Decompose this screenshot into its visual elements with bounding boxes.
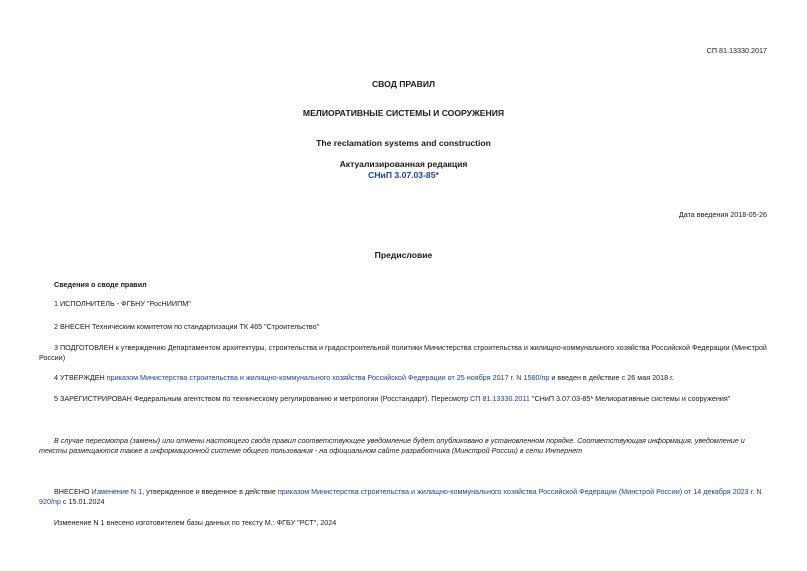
item-3: 3 ПОДГОТОВЛЕН к утверждению Департаментом архитектуры, строительства и градостроительной политики Министерства строительства и жилищно-коммунального хозяйства Российской Федерации (Минстрой России) bbox=[39, 343, 767, 362]
preface-title: Предисловие bbox=[374, 250, 433, 260]
date-of-introduction: Дата введения 2018-05-26 bbox=[678, 210, 767, 219]
change-note: Изменение N 1 внесено изготовителем базы данных по тексту М.: ФГБУ "РСТ", 2024 bbox=[54, 518, 337, 527]
document-title-english: The reclamation systems and construction bbox=[316, 138, 491, 148]
revision-notice: В случае пересмотра (замены) или отмены настоящего свода правил соответствующее уведомление будет опубликовано в установленном порядке. Соответствующая информация, уведомление и тексты размещаются также в информационной системе общего пользования - на официальном сайте разработчика (Минстрой России) в сети Интернет bbox=[39, 436, 745, 455]
approval-order-link[interactable]: приказом Министерства строительства и жилищно-коммунального хозяйства Российской Федерации от 25 ноября 2017 г. N 1580/пр bbox=[106, 373, 550, 382]
change-1-link[interactable]: Изменение N 1 bbox=[91, 487, 143, 496]
item-1: 1 ИСПОЛНИТЕЛЬ - ФГБНУ "РосНИИПМ" bbox=[54, 299, 191, 308]
edition-label: Актуализированная редакция bbox=[339, 159, 468, 169]
document-code: СП 81.13330.2017 bbox=[706, 46, 767, 55]
previous-sp-link[interactable]: СП 81.13330.2011 bbox=[470, 394, 530, 403]
item-4: 4 УТВЕРЖДЕН приказом Министерства строительства и жилищно-коммунального хозяйства Российской Федерации от 25 ноября 2017 г. N 1580/пр и введен в действие с 26 мая 2018 г. bbox=[54, 373, 674, 382]
document-title: МЕЛИОРАТИВНЫЕ СИСТЕМЫ И СООРУЖЕНИЯ bbox=[302, 108, 505, 118]
item-5: 5 ЗАРЕГИСТРИРОВАН Федеральным агентством по техническому регулированию и метрологии (Росстандарт). Пересмотр СП 81.13330.2011 "СНиП 3.07.03-85* Мелиоративные системы и сооружения" bbox=[54, 394, 731, 403]
item-2: 2 ВНЕСЕН Техническим комитетом по стандартизации ТК 465 "Строительство" bbox=[54, 322, 320, 331]
change-order-link[interactable]: приказом Министерства строительства и жилищно-коммунального хозяйства Российской Федерации (Минстрой России) от 14 декабря 2023 г. N 920/пр bbox=[39, 487, 762, 506]
change-info: ВНЕСЕНО Изменение N 1, утвержденное и введенное в действие приказом Министерства строительства и жилищно-коммунального хозяйства Российской Федерации (Минстрой России) от 14 декабря 2023 г. N 920/пр с 15.01.2024 bbox=[39, 487, 762, 506]
snip-link[interactable]: СНиП 3.07.03-85* bbox=[368, 170, 439, 180]
info-heading: Сведения о своде правил bbox=[54, 280, 147, 289]
document-heading: СВОД ПРАВИЛ bbox=[371, 79, 436, 89]
